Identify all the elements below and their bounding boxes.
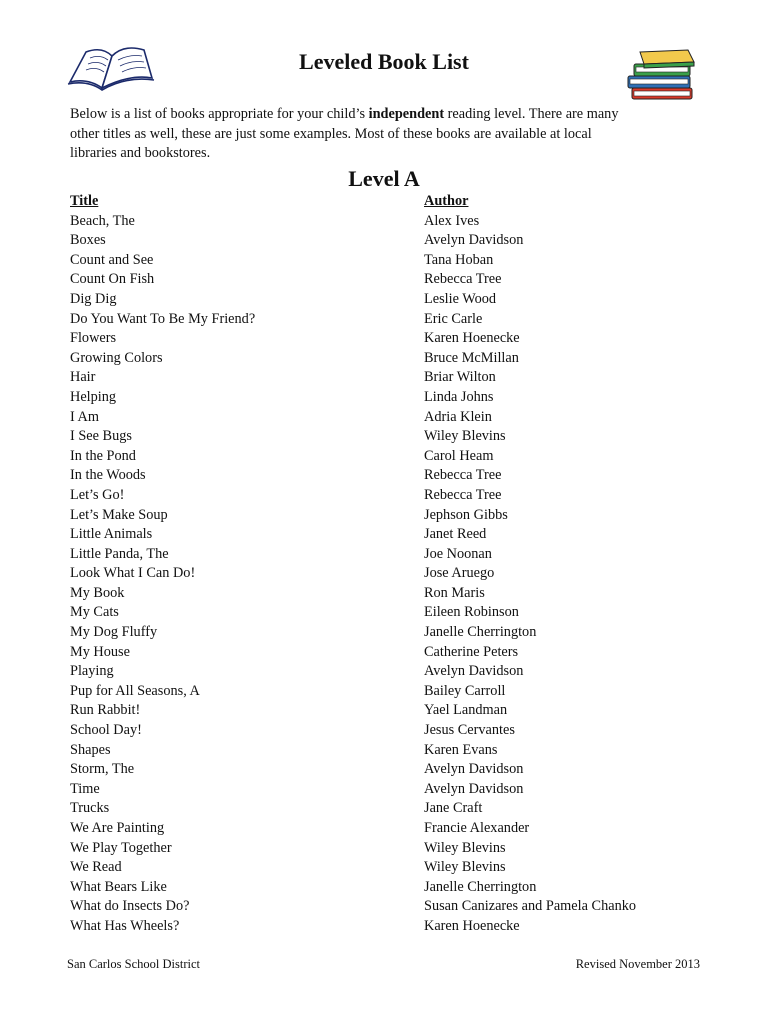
table-row [70,780,710,800]
book-author: Jesus Cervantes [424,722,515,739]
table-row [70,662,710,682]
book-title: Look What I Can Do! [70,565,196,582]
book-title: School Day! [70,722,142,739]
level-heading: Level A [348,166,420,191]
book-author: Karen Evans [424,741,498,758]
book-author: Eric Carle [424,310,483,327]
book-title: Playing [70,663,114,680]
book-title: Trucks [70,800,110,817]
book-author: Rebecca Tree [424,467,502,484]
book-author: Eileen Robinson [424,604,519,621]
table-row [70,290,710,310]
book-title: My Book [70,584,125,601]
intro-line-2: other titles as well, these are just some examples. Most of these books are available at local [70,125,592,142]
table-row [70,349,710,369]
book-title: Little Panda, The [70,545,169,562]
book-author: Jose Aruego [424,565,495,582]
book-author: Jane Craft [424,800,483,817]
book-author: Bruce McMillan [424,349,519,366]
intro-paragraph [70,105,710,164]
book-author: Janelle Cherrington [424,878,537,895]
book-author: Karen Hoenecke [424,917,520,934]
table-row [70,897,710,917]
table-row [70,368,710,388]
book-title: Time [70,780,100,797]
table-header [70,192,710,212]
table-row [70,212,710,232]
table-row [70,839,710,859]
book-title: In the Woods [70,467,146,484]
book-author: Tana Hoban [424,251,494,268]
table-row [70,231,710,251]
table-row [70,701,710,721]
table-row [70,623,710,643]
book-title: Boxes [70,232,106,249]
table-row [70,741,710,761]
book-author: Janet Reed [424,526,487,543]
intro-line-3: libraries and bookstores. [70,145,211,161]
table-row [70,682,710,702]
book-author: Francie Alexander [424,820,530,836]
book-title: Run Rabbit! [70,702,141,719]
book-title: Little Animals [70,526,153,543]
footer-revised: Revised November 2013 [575,957,700,971]
table-row [70,721,710,741]
book-author: Adria Klein [424,408,492,425]
book-title: Beach, The [70,212,135,229]
book-author: Susan Canizares and Pamela Chanko [424,898,637,915]
table-row [70,878,710,898]
book-author: Yael Landman [424,702,508,719]
book-author: Alex Ives [424,212,480,229]
book-title: Storm, The [70,761,135,778]
table-row [70,388,710,408]
table-row [70,506,710,526]
table-row [70,917,710,937]
book-author: Wiley Blevins [424,859,506,876]
intro-emphasis: independent [368,106,445,122]
table-row [70,584,710,604]
book-table [70,192,710,937]
book-title: Shapes [70,741,111,758]
table-row [70,799,710,819]
book-author: Rebecca Tree [424,486,502,503]
table-row [70,858,710,878]
book-title: My House [70,643,130,660]
table-row [70,447,710,467]
book-author: Jephson Gibbs [424,506,508,523]
table-row [70,486,710,506]
book-title: My Cats [70,604,119,621]
book-author: Catherine Peters [424,643,519,660]
book-author: Bailey Carroll [424,682,506,699]
book-author: Avelyn Davidson [424,663,524,680]
book-author: Briar Wilton [424,369,496,386]
book-author: Avelyn Davidson [424,232,524,249]
book-author: Karen Hoenecke [424,330,520,347]
book-title: Let’s Go! [70,486,125,503]
book-title: Count On Fish [70,271,155,288]
book-title: What do Insects Do? [70,898,190,915]
table-row [70,408,710,428]
book-title: Hair [70,369,96,386]
table-row [70,760,710,780]
book-title: I Am [70,408,99,425]
book-title: Flowers [70,330,117,347]
page-title: Leveled Book List [299,49,469,74]
book-title: Pup for All Seasons, A [70,682,200,699]
table-row [70,329,710,349]
book-title: We Play Together [70,839,172,856]
book-author: Ron Maris [424,584,485,601]
table-row [70,545,710,565]
table-row [70,427,710,447]
book-title: In the Pond [70,447,136,464]
book-title: Let’s Make Soup [70,506,168,523]
table-row [70,603,710,623]
book-title: We Are Painting [70,820,165,836]
table-row [70,270,710,290]
book-author: Janelle Cherrington [424,624,537,641]
author-column-header: Author [424,193,469,209]
book-author: Leslie Wood [424,290,497,307]
table-row [70,819,710,839]
table-row [70,525,710,545]
book-title: What Bears Like [70,878,167,895]
table-row [70,466,710,486]
book-author: Carol Heam [424,447,494,464]
intro-line-1-start: Below is a list of books appropriate for your child’s [70,106,369,122]
book-title: Growing Colors [70,349,163,366]
book-author: Avelyn Davidson [424,761,524,778]
book-title: What Has Wheels? [70,917,180,934]
table-row [70,251,710,271]
book-author: Joe Noonan [424,545,492,562]
book-title: My Dog Fluffy [70,624,158,641]
book-title: Do You Want To Be My Friend? [70,310,256,327]
table-row [70,643,710,663]
book-author: Wiley Blevins [424,428,506,445]
intro-line-1 [70,105,710,125]
book-author: Wiley Blevins [424,839,506,856]
book-title: I See Bugs [70,428,132,445]
book-title: Count and See [70,251,154,268]
title-column-header: Title [70,193,99,209]
book-title: We Read [70,859,122,876]
intro-line-1-end: reading level. There are many [444,106,619,122]
footer-district: San Carlos School District [67,957,200,971]
book-author: Linda Johns [424,388,494,405]
book-title: Helping [70,388,117,405]
book-author: Avelyn Davidson [424,780,524,797]
table-row [70,564,710,584]
book-title: Dig Dig [70,290,117,307]
table-row [70,310,710,330]
book-author: Rebecca Tree [424,271,502,288]
